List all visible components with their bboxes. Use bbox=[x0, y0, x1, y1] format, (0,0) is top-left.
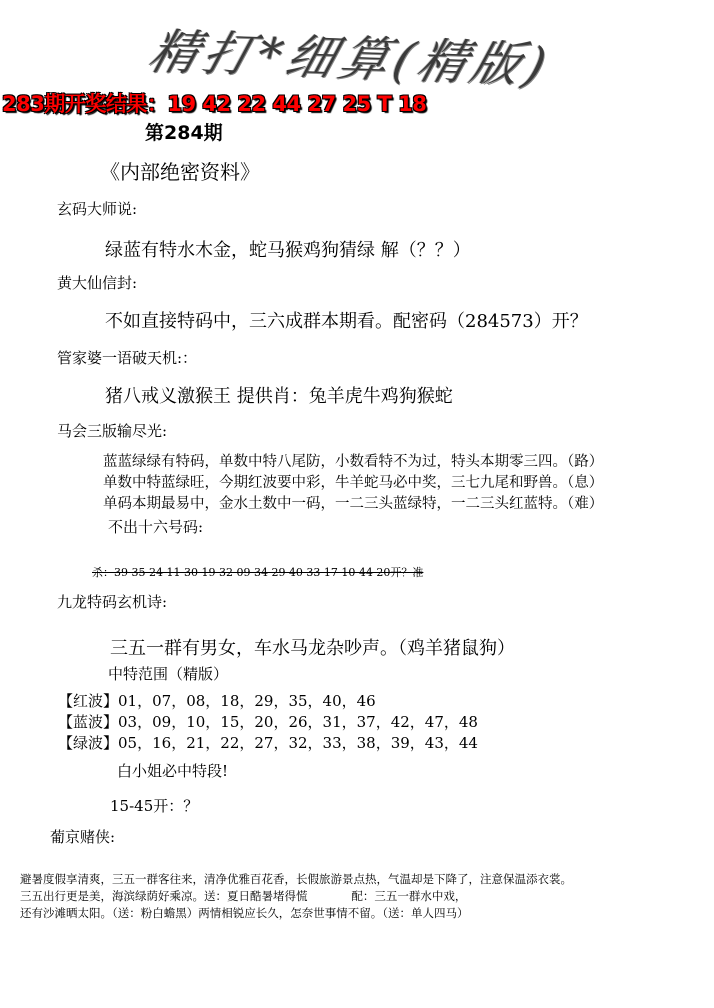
footer-line-3: 还有沙滩晒太阳。（送：粉白蟾黑）两情相锐应长久，怎奈世事情不留。（送：单人四马） bbox=[20, 906, 469, 920]
wave-numbers-green: 05，16，21，22，27，32，33，38，39，43，44 bbox=[118, 734, 478, 752]
jiulong-label: 九龙特码玄机诗: bbox=[57, 593, 168, 611]
wave-name-green: 【绿波】 bbox=[58, 734, 119, 752]
huang-text: 不如直接特码中，三六成群本期看。配密码（284573）开？ bbox=[105, 311, 588, 332]
wave-row-blue bbox=[58, 711, 478, 732]
wave-numbers-red: 01，07，08，18，29，35，40，46 bbox=[118, 692, 376, 710]
footer-line-1: 避暑度假享清爽，三五一群客往来，清净优雅百花香，长假旅游景点热，气温却是下降了，注意保温添衣裳。 bbox=[20, 872, 572, 886]
wave-numbers-blue: 03，09，10，15，20，26，31，37，42，47，48 bbox=[118, 713, 478, 731]
no16-label: 不出十六号码: bbox=[108, 518, 204, 536]
banner-title: 精打*细算(精版) bbox=[142, 23, 559, 95]
mahui-line-2: 单数中特蓝绿旺，今期红波要中彩，牛羊蛇马必中奖，三七九尾和野兽。（息） bbox=[103, 475, 604, 491]
guanjia-text: 猪八戒义激猴王 提供肖：兔羊虎牛鸡狗猴蛇 bbox=[105, 386, 453, 407]
xuanma-label: 玄码大师说: bbox=[57, 200, 138, 218]
wave-row-green bbox=[58, 732, 478, 753]
footer-poem bbox=[20, 871, 572, 922]
issue-number: 第284期 bbox=[145, 122, 223, 144]
jiulong-poem: 三五一群有男女，车水马龙杂吵声。（鸡羊猪鼠狗） bbox=[110, 638, 515, 659]
wave-name-blue: 【蓝波】 bbox=[58, 713, 119, 731]
kill-numbers-line: 杀：39 35 24 11 30 19 32 09 34 29 40 33 17 10 44 20开？准 bbox=[92, 566, 424, 579]
draw-result-line: 283期开奖结果：19 42 22 44 27 25 T 18 bbox=[2, 92, 427, 116]
mahui-block bbox=[103, 452, 603, 515]
baixiaojie-text: 白小姐必中特段! bbox=[117, 762, 229, 780]
range-title: 中特范围（精版） bbox=[108, 665, 229, 683]
mahui-line-3: 单码本期最易中，金水土数中一码，一二三头蓝绿特，一二三头红蓝特。（难） bbox=[103, 496, 604, 512]
guanjia-label: 管家婆一语破天机:： bbox=[57, 349, 198, 367]
xuanma-text: 绿蓝有特水木金，蛇马猴鸡狗猜绿 解（？？） bbox=[105, 240, 471, 261]
range-open-text: 15-45开：？ bbox=[110, 797, 199, 815]
mahui-label: 马会三版输尽光: bbox=[57, 422, 168, 440]
huang-label: 黄大仙信封: bbox=[57, 274, 138, 292]
pujing-label: 葡京赌侠: bbox=[50, 828, 116, 846]
wave-name-red: 【红波】 bbox=[58, 692, 119, 710]
doc-title: 《内部绝密资料》 bbox=[100, 160, 260, 184]
footer-line-2: 三五出行更是美，海滨绿荫好乘凉。送：夏日酷暑堵得慌 配：三五一群水中戏， bbox=[20, 889, 467, 903]
mahui-line-1: 蓝蓝绿绿有特码，单数中特八尾防，小数看特不为过，特头本期零三四。（路） bbox=[103, 454, 604, 470]
wave-row-red bbox=[58, 690, 376, 711]
